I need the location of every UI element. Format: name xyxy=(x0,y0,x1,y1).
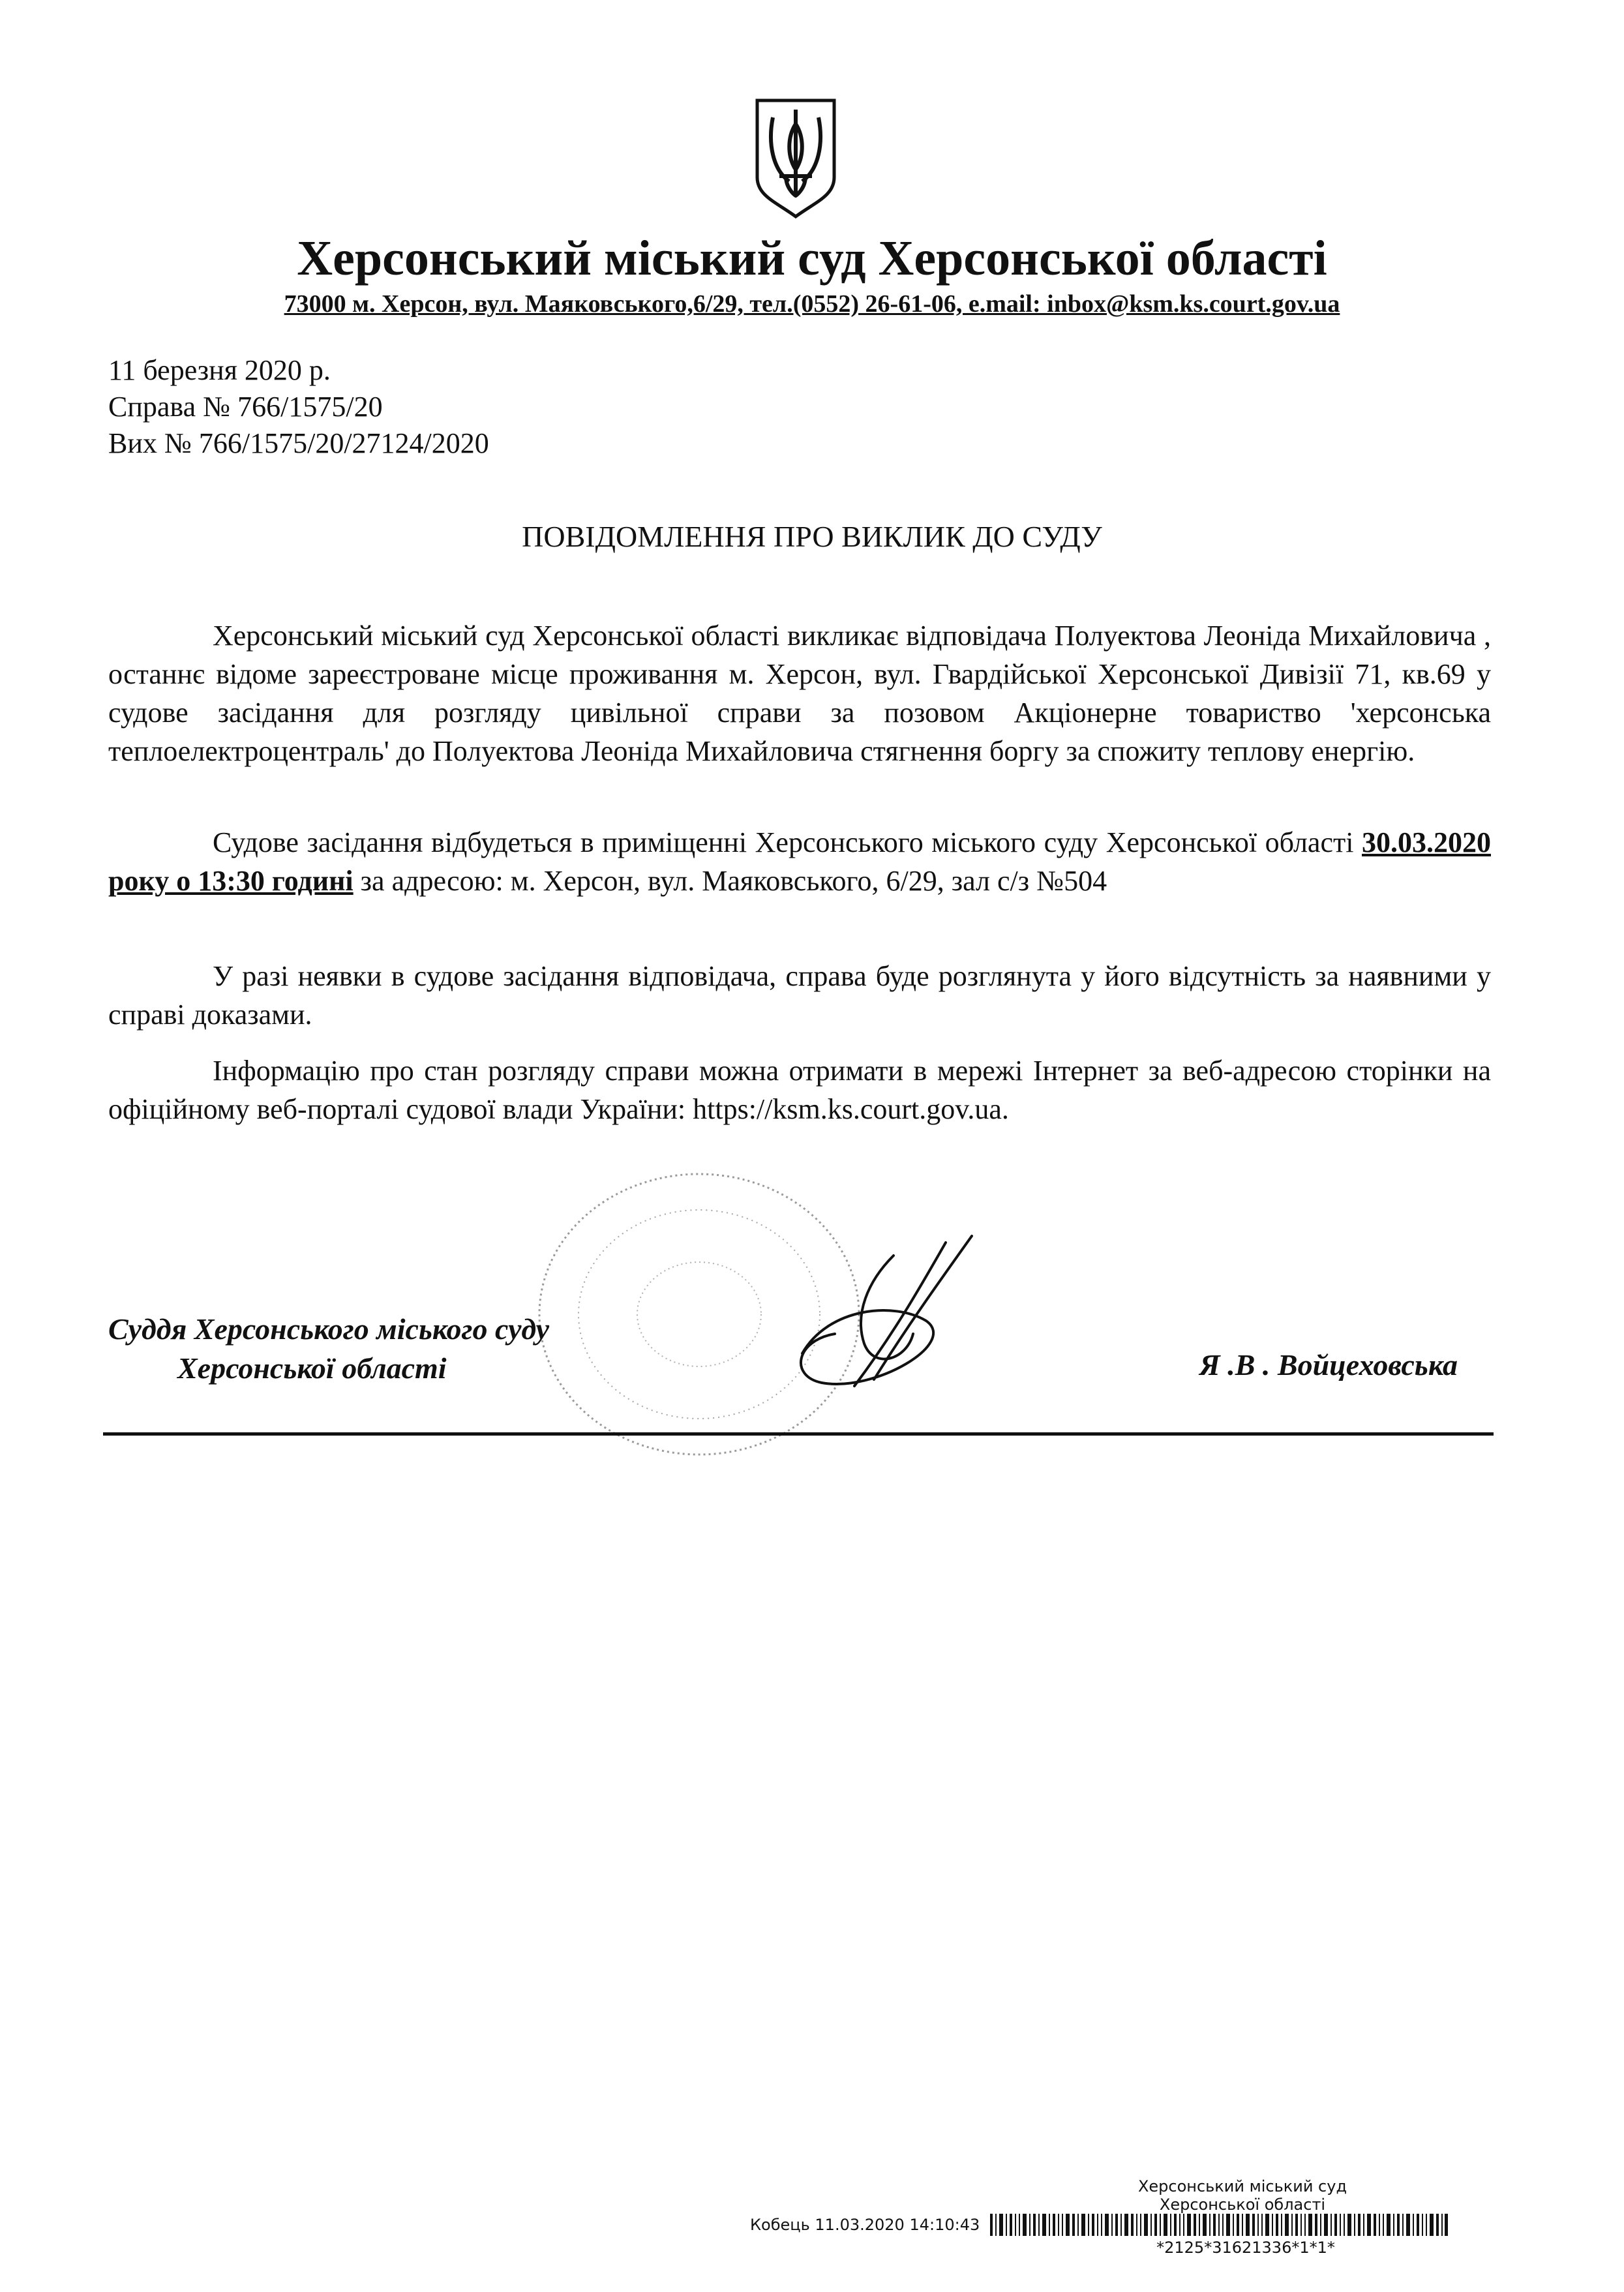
barcode-text: *2125*31621336*1*1* xyxy=(1156,2239,1335,2257)
judge-name: Я .В . Войцеховська xyxy=(1199,1348,1458,1381)
outgoing-number: Вих № 766/1575/20/27124/2020 xyxy=(108,427,489,459)
hearing-datetime: 30.03.2020 року о 13:30 годині xyxy=(108,826,1491,897)
body-paragraph-summons: Херсонський міський суд Херсонської області викликає відповідача Полуектова Леоніда Михайловича , останнє відоме зареєстроване місце проживання м. Херсон, вул. Гвардійської Херсонської Дивізії 71, кв.69 у судове засідання для розгляду цивільної справи за позовом Акціонерне товариство 'херсонська теплоелектроцентраль' до Полуектова Леоніда Михайловича стягнення боргу за спожиту теплову енергію. xyxy=(108,620,1491,767)
registration-court xyxy=(1132,2177,1353,2214)
registration-clerk-time: Кобець 11.03.2020 14:10:43 xyxy=(750,2216,980,2234)
hearing-text-after: за адресою: м. Херсон, вул. Маяковського, 6/29, зал с/з №504 xyxy=(353,865,1107,897)
hearing-text-before: Судове засідання відбудеться в приміщенні Херсонського міського суду Херсонської області xyxy=(213,826,1362,858)
trident-emblem-icon xyxy=(753,98,838,219)
court-name: Херсонський міський суд Херсонської області xyxy=(297,231,1327,286)
handwritten-signature xyxy=(776,1229,991,1396)
body-paragraph-info: Інформацію про стан розгляду справи можна отримати в мережі Інтернет за веб-адресою сторінки на офіційному веб-порталі судової влади України: https://ksm.ks.court.gov.ua. xyxy=(108,1055,1491,1125)
case-number: Справа № 766/1575/20 xyxy=(108,391,383,423)
signature-divider xyxy=(103,1432,1494,1436)
court-contacts: 73000 м. Херсон, вул. Маяковського,6/29, тел.(0552) 26-61-06, e.mail: inbox@ksm.ks.court.gov.ua xyxy=(284,290,1340,318)
judge-position-line2: Херсонської області xyxy=(177,1351,447,1385)
judge-position xyxy=(108,1310,549,1388)
barcode-icon xyxy=(990,2214,1448,2236)
registration-court-line2: Херсонської області xyxy=(1159,2195,1326,2214)
document-meta xyxy=(108,352,489,462)
body-paragraph-hearing xyxy=(108,823,1491,900)
body-paragraph-absence: У разі неявки в судове засідання відповідача, справа буде розглянута у його відсутність за наявними у справі доказами. xyxy=(108,960,1491,1031)
document-date: 11 березня 2020 р. xyxy=(108,354,331,386)
judge-position-line1: Суддя Херсонського міського суду xyxy=(108,1312,549,1346)
registration-court-line1: Херсонський міський суд xyxy=(1137,2177,1347,2195)
document-title: ПОВІДОМЛЕННЯ ПРО ВИКЛИК ДО СУДУ xyxy=(522,520,1102,553)
registration-block xyxy=(750,2177,1494,2275)
